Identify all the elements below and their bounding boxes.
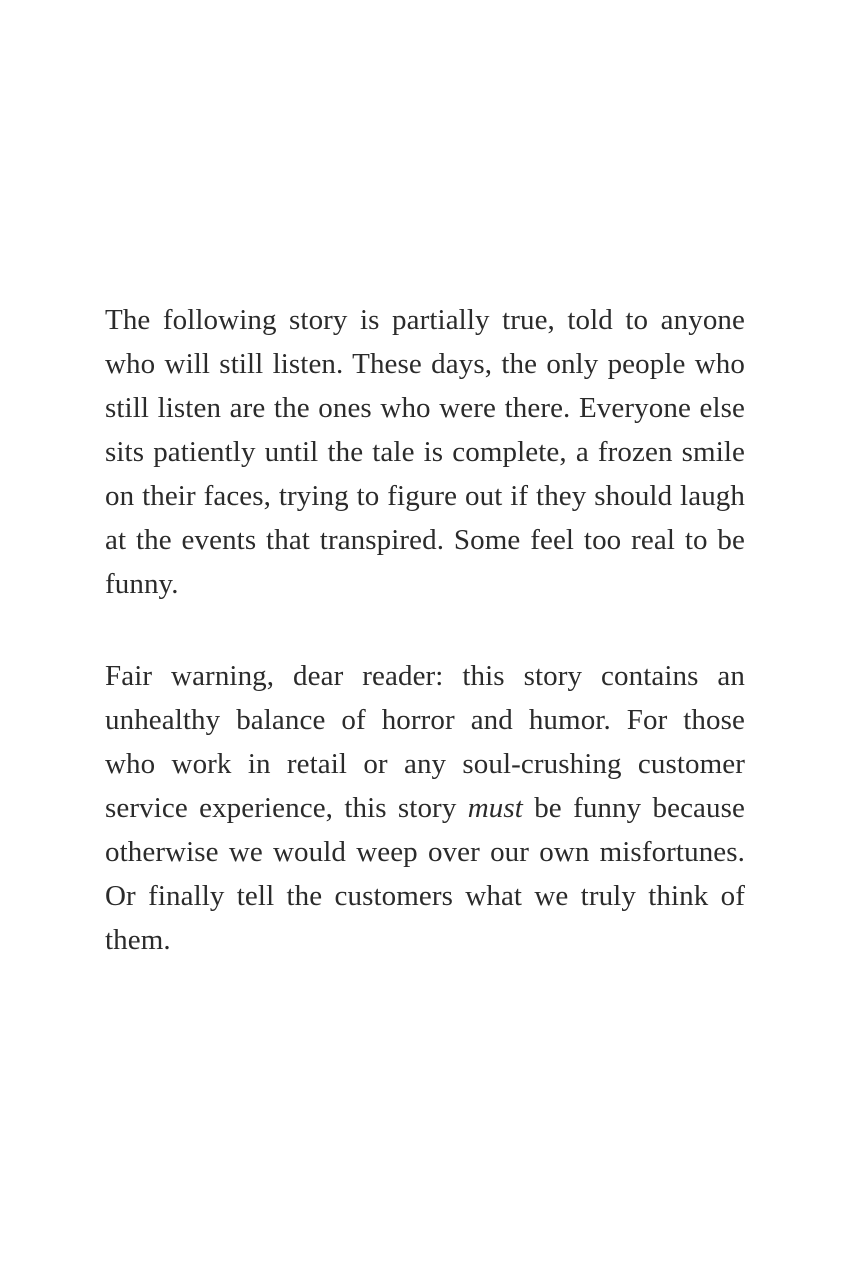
text-line: them.	[105, 924, 171, 956]
text-line: funny.	[105, 568, 179, 600]
text-line: who work in retail or any soul-crushing customer	[105, 748, 745, 780]
text-line: who will still listen. These days, the only people who	[105, 348, 745, 380]
text-line: otherwise we would weep over our own misfortunes.	[105, 836, 745, 868]
paragraph-1	[105, 298, 745, 606]
text-line: Fair warning, dear reader: this story contains an	[105, 660, 745, 692]
text-segment: be funny because	[534, 792, 745, 824]
text-line: still listen are the ones who were there. Everyone else	[105, 392, 745, 424]
text-line: at the events that transpired. Some feel too real to be	[105, 524, 745, 556]
text-line: unhealthy balance of horror and humor. For those	[105, 704, 745, 736]
text-line: Or finally tell the customers what we truly think of	[105, 880, 745, 912]
text-line: on their faces, trying to figure out if they should laugh	[105, 480, 745, 512]
emphasized-word: must	[467, 792, 523, 824]
text-block	[105, 298, 745, 962]
text-line: sits patiently until the tale is complete, a frozen smile	[105, 436, 745, 468]
paragraph-2	[105, 654, 745, 962]
text-line-with-emphasis	[105, 786, 745, 830]
text-line: The following story is partially true, told to anyone	[105, 304, 745, 336]
text-segment: service experience, this story	[105, 792, 457, 824]
